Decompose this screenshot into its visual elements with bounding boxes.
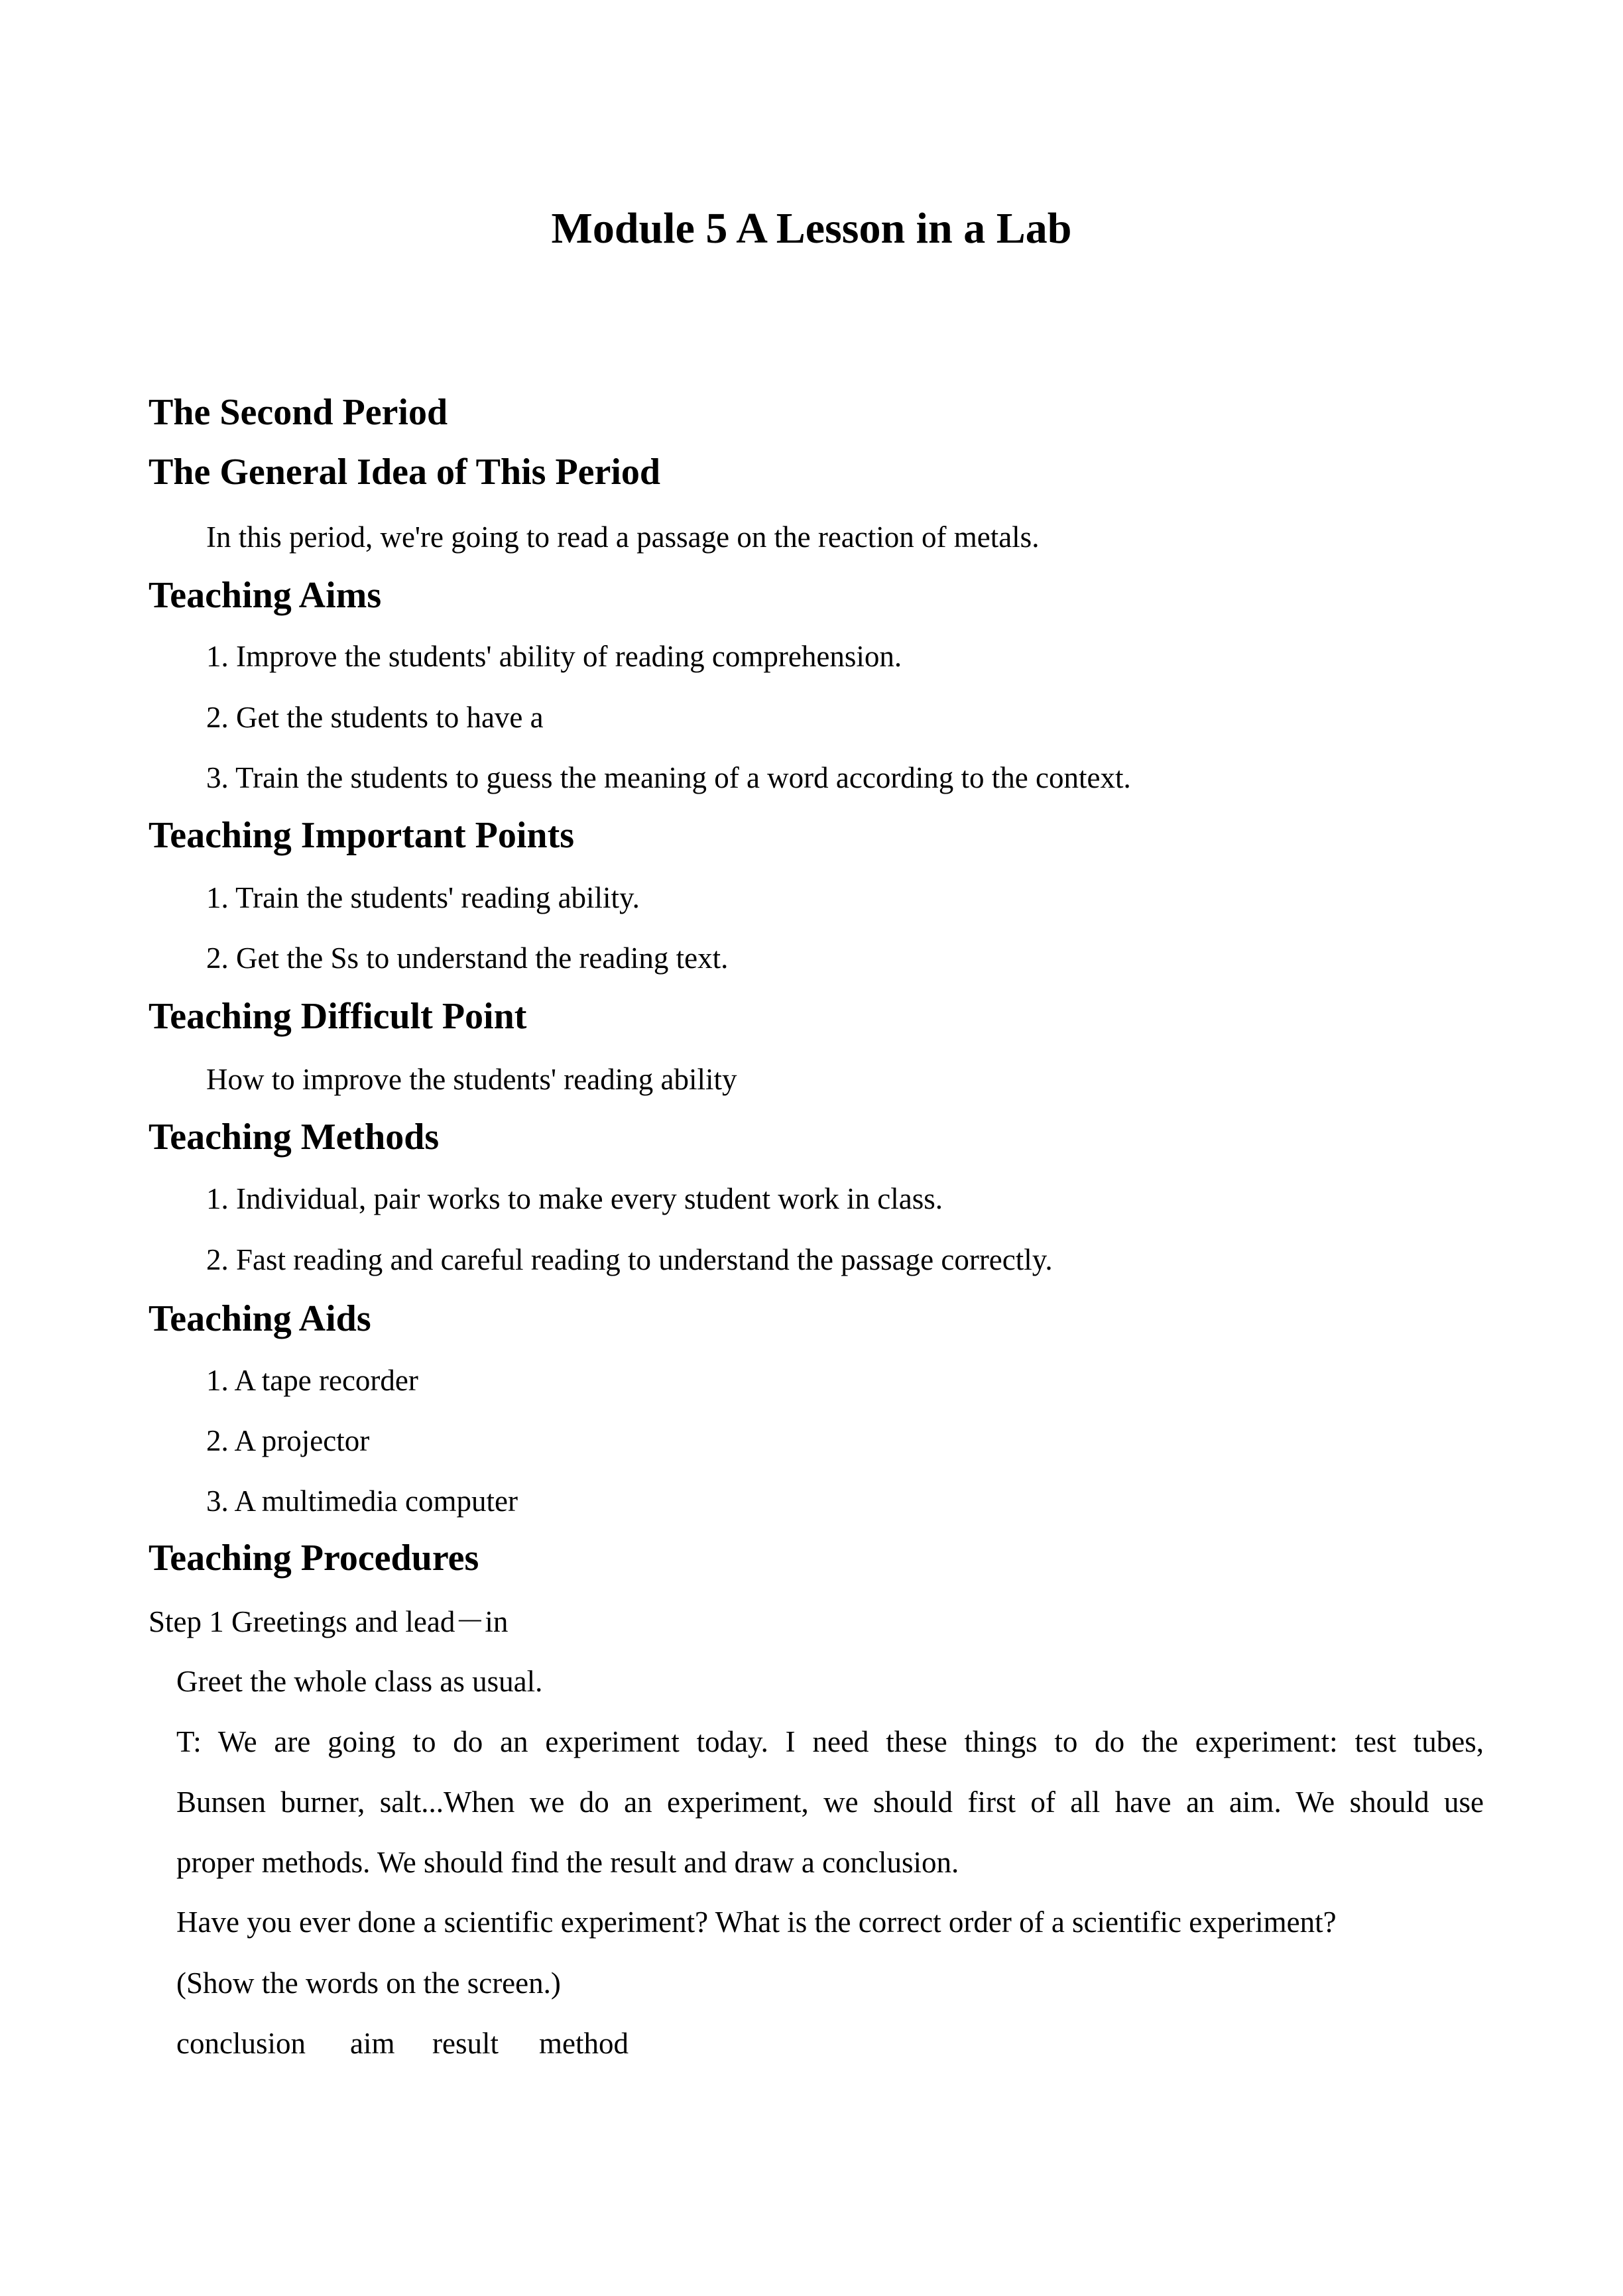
word-item: aim <box>350 2027 395 2060</box>
document-title: Module 5 A Lesson in a Lab <box>551 204 1072 253</box>
method-item: 2. Fast reading and careful reading to understand the passage correctly. <box>206 1243 1053 1276</box>
procedure-text: Have you ever done a scientific experiment? What is the correct order of a scientific experiment? <box>176 1905 1337 1939</box>
aid-item: 3. A multimedia computer <box>206 1484 518 1518</box>
teaching-aim-item: 1. Improve the students' ability of reading comprehension. <box>206 640 902 673</box>
procedure-text: Bunsen burner, salt...When we do an experiment, we should first of all have an aim. We should use <box>176 1785 1484 1819</box>
important-point-item: 2. Get the Ss to understand the reading text. <box>206 941 729 975</box>
word-item: result <box>432 2027 499 2060</box>
section-heading-important-points: Teaching Important Points <box>149 815 575 856</box>
word-list <box>176 2024 1484 2063</box>
procedure-text: (Show the words on the screen.) <box>176 1966 561 2000</box>
section-heading-difficult-point: Teaching Difficult Point <box>149 996 527 1037</box>
word-item: conclusion <box>176 2027 306 2060</box>
section-heading-teaching-methods: Teaching Methods <box>149 1117 440 1158</box>
step-heading: Step 1 Greetings and lead－in <box>149 1605 509 1638</box>
procedure-text: proper methods. We should find the result and draw a conclusion. <box>176 1846 959 1879</box>
aid-item: 1. A tape recorder <box>206 1364 418 1397</box>
method-item: 1. Individual, pair works to make every student work in class. <box>206 1182 943 1215</box>
word-item: method <box>539 2027 629 2060</box>
section-heading-second-period: The Second Period <box>149 392 448 433</box>
difficult-point-text: How to improve the students' reading ability <box>206 1063 737 1096</box>
procedure-text: Greet the whole class as usual. <box>176 1665 543 1698</box>
section-heading-general-idea: The General Idea of This Period <box>149 452 661 493</box>
general-idea-text: In this period, we're going to read a passage on the reaction of metals. <box>206 520 1040 554</box>
section-heading-teaching-procedures: Teaching Procedures <box>149 1538 479 1579</box>
section-heading-teaching-aims: Teaching Aims <box>149 575 382 616</box>
section-heading-teaching-aids: Teaching Aids <box>149 1298 371 1339</box>
important-point-item: 1. Train the students' reading ability. <box>206 881 640 914</box>
teaching-aim-item: 3. Train the students to guess the meaning of a word according to the context. <box>206 761 1131 794</box>
procedure-text: T: We are going to do an experiment today. I need these things to do the experiment: test tubes, <box>176 1725 1484 1758</box>
teaching-aim-item: 2. Get the students to have a <box>206 701 544 734</box>
aid-item: 2. A projector <box>206 1424 370 1457</box>
